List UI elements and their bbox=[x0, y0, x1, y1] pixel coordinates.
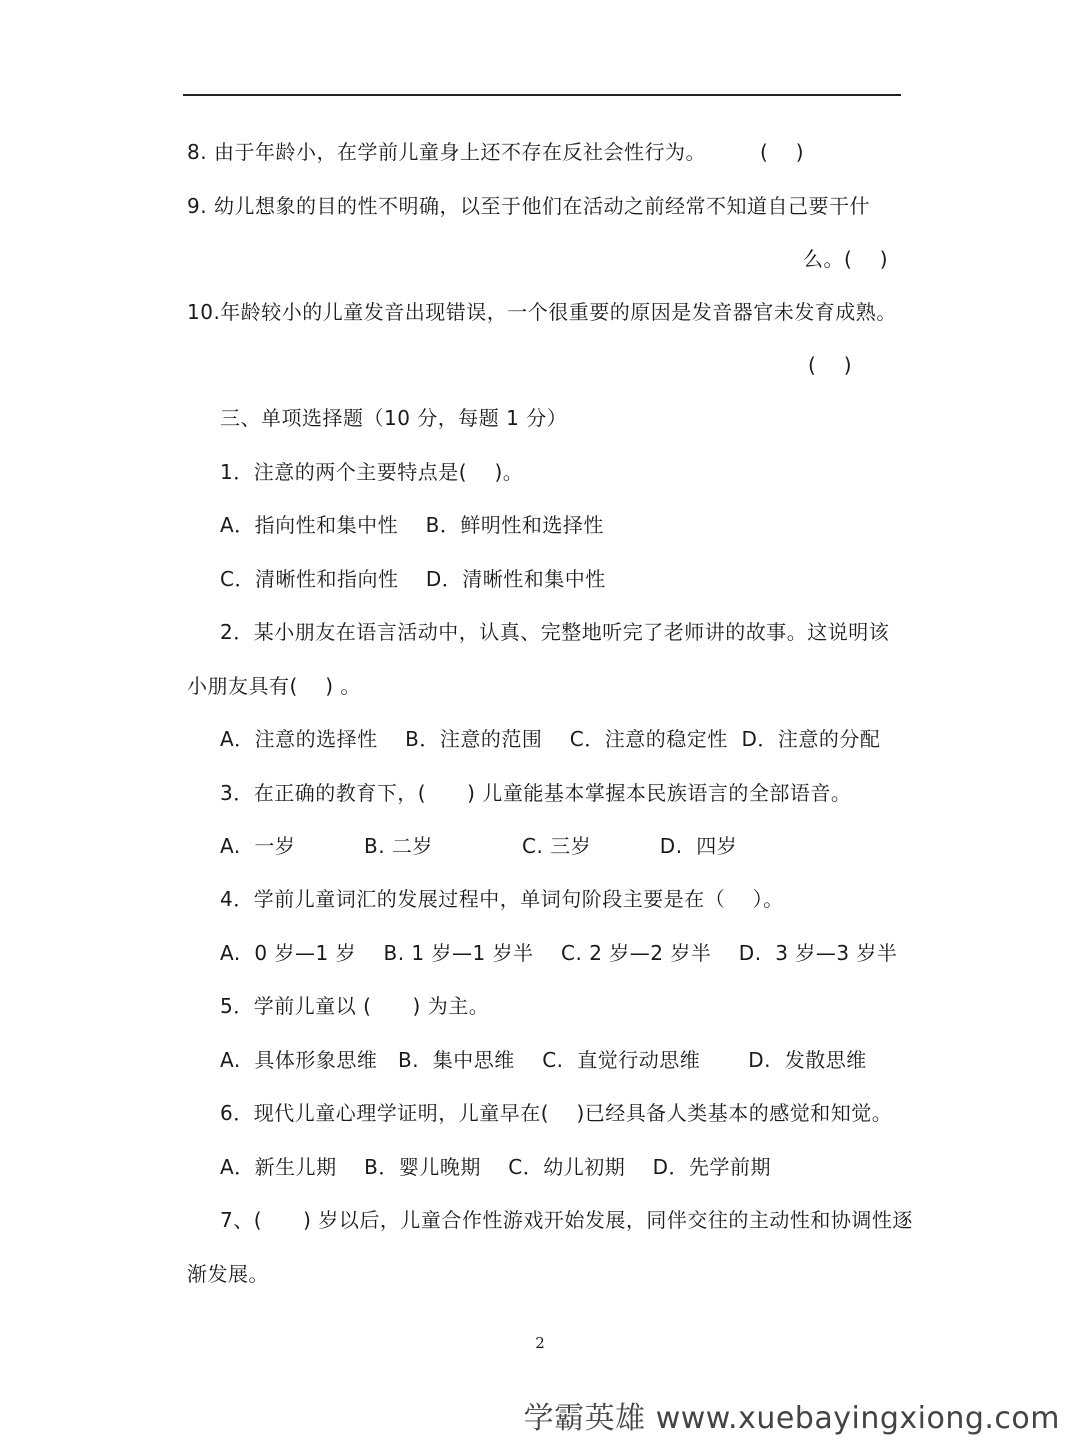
q8-answer-blank: ( ) bbox=[760, 140, 805, 164]
mc-q3-options: A. 一岁 B. 二岁 C. 三岁 D. 四岁 bbox=[220, 834, 738, 858]
mc-q2-options: A．注意的选择性 B．注意的范围 C．注意的稳定性 D．注意的分配 bbox=[220, 727, 881, 751]
mc-q7-cont: 渐发展。 bbox=[187, 1262, 269, 1286]
mc-q4-options: A. 0 岁—1 岁 B. 1 岁—1 岁半 C. 2 岁—2 岁半 D. 3 岁—3 岁半 bbox=[220, 941, 898, 965]
mc-q5-options: A. 具体形象思维 B. 集中思维 C. 直觉行动思维 D. 发散思维 bbox=[220, 1048, 867, 1072]
mc-q6-options: A．新生儿期 B．婴儿晚期 C．幼儿初期 D．先学前期 bbox=[220, 1155, 772, 1179]
mc-q2-cont: 小朋友具有( ) 。 bbox=[187, 674, 361, 698]
q10-answer-blank: ( ) bbox=[808, 353, 853, 377]
mc-q7: 7、( ) 岁以后，儿童合作性游戏开始发展，同伴交往的主动性和协调性逐 bbox=[220, 1208, 913, 1232]
section-heading: 三、单项选择题（10 分，每题 1 分） bbox=[220, 406, 568, 430]
mc-q3: 3．在正确的教育下，( ) 儿童能基本掌握本民族语言的全部语音。 bbox=[220, 781, 852, 805]
mc-q1: 1．注意的两个主要特点是( )。 bbox=[220, 460, 524, 484]
q9-line-cont: 么。( ) bbox=[803, 247, 889, 271]
q9-line: 9. 幼儿想象的目的性不明确，以至于他们在活动之前经常不知道自己要干什 bbox=[187, 194, 870, 218]
header-rule bbox=[183, 94, 901, 96]
q8-line: 8. 由于年龄小，在学前儿童身上还不存在反社会性行为。 bbox=[187, 140, 706, 164]
mc-q4: 4．学前儿童词汇的发展过程中，单词句阶段主要是在（ ）。 bbox=[220, 887, 784, 911]
mc-q6: 6．现代儿童心理学证明，儿童早在( )已经具备人类基本的感觉和知觉。 bbox=[220, 1101, 893, 1125]
mc-q1-options-cd: C．清晰性和指向性 D．清晰性和集中性 bbox=[220, 567, 606, 591]
mc-q1-options-ab: A．指向性和集中性 B．鲜明性和选择性 bbox=[220, 513, 604, 537]
q10-line: 10.年龄较小的儿童发音出现错误，一个很重要的原因是发音器官未发育成熟。 bbox=[187, 300, 897, 324]
mc-q2: 2．某小朋友在语言活动中，认真、完整地听完了老师讲的故事。这说明该 bbox=[220, 620, 890, 644]
watermark: 学霸英雄 www.xuebayingxiong.com bbox=[523, 1401, 1060, 1436]
mc-q5: 5．学前儿童以 ( ) 为主。 bbox=[220, 994, 490, 1018]
page-number: 2 bbox=[535, 1334, 545, 1352]
